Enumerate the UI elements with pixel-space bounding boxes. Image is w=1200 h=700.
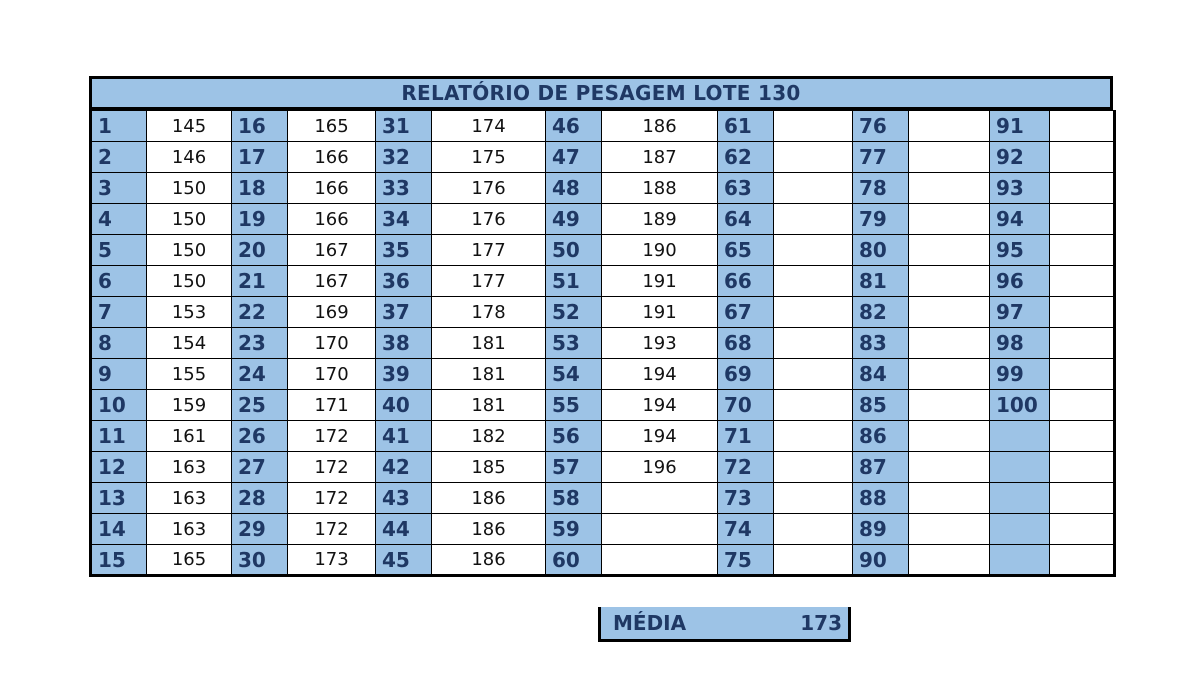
table-row [91, 111, 1115, 142]
average-box [598, 607, 851, 642]
weight-cell: 175 [432, 142, 546, 173]
animal-number-cell: 91 [990, 111, 1050, 142]
animal-number-cell: 46 [546, 111, 602, 142]
weight-cell [1050, 204, 1115, 235]
animal-number-cell: 65 [718, 235, 774, 266]
weight-cell: 190 [602, 235, 718, 266]
animal-number-cell: 47 [546, 142, 602, 173]
weight-cell [602, 545, 718, 576]
animal-number-cell: 73 [718, 483, 774, 514]
animal-number-cell: 35 [376, 235, 432, 266]
animal-number-cell: 28 [232, 483, 288, 514]
weight-cell: 194 [602, 359, 718, 390]
weight-cell: 166 [288, 204, 376, 235]
animal-number-cell: 48 [546, 173, 602, 204]
weight-cell: 155 [147, 359, 232, 390]
animal-number-cell: 43 [376, 483, 432, 514]
weight-cell: 188 [602, 173, 718, 204]
weight-cell: 150 [147, 204, 232, 235]
weight-cell [1050, 111, 1115, 142]
animal-number-cell: 19 [232, 204, 288, 235]
animal-number-cell: 41 [376, 421, 432, 452]
weight-cell: 172 [288, 452, 376, 483]
animal-number-cell: 42 [376, 452, 432, 483]
weight-cell: 193 [602, 328, 718, 359]
animal-number-cell: 51 [546, 266, 602, 297]
weight-cell: 182 [432, 421, 546, 452]
weight-cell [1050, 266, 1115, 297]
animal-number-cell: 86 [853, 421, 909, 452]
weight-cell [909, 390, 990, 421]
weight-cell: 150 [147, 235, 232, 266]
weight-cell: 186 [432, 483, 546, 514]
animal-number-cell: 78 [853, 173, 909, 204]
animal-number-cell: 63 [718, 173, 774, 204]
weight-cell [1050, 235, 1115, 266]
weight-cell [774, 142, 853, 173]
weight-cell [909, 142, 990, 173]
animal-number-cell: 21 [232, 266, 288, 297]
animal-number-cell: 33 [376, 173, 432, 204]
weight-cell: 185 [432, 452, 546, 483]
animal-number-cell [990, 514, 1050, 545]
animal-number-cell: 17 [232, 142, 288, 173]
animal-number-cell: 4 [91, 204, 147, 235]
weight-cell: 173 [288, 545, 376, 576]
table-row [91, 545, 1115, 576]
weight-cell: 172 [288, 483, 376, 514]
weight-cell [1050, 483, 1115, 514]
animal-number-cell: 84 [853, 359, 909, 390]
animal-number-cell: 8 [91, 328, 147, 359]
animal-number-cell: 69 [718, 359, 774, 390]
weight-cell: 189 [602, 204, 718, 235]
weight-cell: 150 [147, 266, 232, 297]
weight-cell: 163 [147, 483, 232, 514]
weight-cell [1050, 421, 1115, 452]
animal-number-cell: 24 [232, 359, 288, 390]
animal-number-cell [990, 483, 1050, 514]
animal-number-cell [990, 545, 1050, 576]
average-label: MÉDIA [613, 611, 687, 635]
table-row [91, 483, 1115, 514]
weight-cell: 165 [147, 545, 232, 576]
animal-number-cell: 23 [232, 328, 288, 359]
animal-number-cell: 3 [91, 173, 147, 204]
weight-cell: 186 [432, 545, 546, 576]
animal-number-cell [990, 421, 1050, 452]
weight-cell [1050, 328, 1115, 359]
weight-cell [909, 173, 990, 204]
weight-cell: 169 [288, 297, 376, 328]
animal-number-cell: 99 [990, 359, 1050, 390]
weight-cell [909, 421, 990, 452]
animal-number-cell: 1 [91, 111, 147, 142]
animal-number-cell: 61 [718, 111, 774, 142]
animal-number-cell: 71 [718, 421, 774, 452]
animal-number-cell: 56 [546, 421, 602, 452]
animal-number-cell: 10 [91, 390, 147, 421]
animal-number-cell: 92 [990, 142, 1050, 173]
table-row [91, 390, 1115, 421]
animal-number-cell: 25 [232, 390, 288, 421]
weight-cell: 186 [432, 514, 546, 545]
animal-number-cell: 36 [376, 266, 432, 297]
animal-number-cell: 59 [546, 514, 602, 545]
animal-number-cell: 89 [853, 514, 909, 545]
weight-cell: 153 [147, 297, 232, 328]
animal-number-cell: 79 [853, 204, 909, 235]
animal-number-cell: 94 [990, 204, 1050, 235]
table-row [91, 173, 1115, 204]
animal-number-cell: 75 [718, 545, 774, 576]
average-value: 173 [800, 611, 842, 635]
weight-cell [774, 452, 853, 483]
weight-cell: 170 [288, 359, 376, 390]
weight-cell: 194 [602, 421, 718, 452]
weight-cell [1050, 359, 1115, 390]
animal-number-cell: 70 [718, 390, 774, 421]
weight-cell [1050, 142, 1115, 173]
weighing-report [89, 76, 1113, 577]
weight-cell: 154 [147, 328, 232, 359]
table-row [91, 235, 1115, 266]
table-row [91, 142, 1115, 173]
weight-cell: 166 [288, 173, 376, 204]
animal-number-cell: 27 [232, 452, 288, 483]
weight-cell [774, 204, 853, 235]
weight-cell: 172 [288, 421, 376, 452]
animal-number-cell: 72 [718, 452, 774, 483]
animal-number-cell: 76 [853, 111, 909, 142]
animal-number-cell: 57 [546, 452, 602, 483]
weight-cell [909, 266, 990, 297]
weight-cell [1050, 545, 1115, 576]
weight-cell [774, 359, 853, 390]
weight-cell: 167 [288, 266, 376, 297]
weight-cell: 176 [432, 173, 546, 204]
animal-number-cell: 18 [232, 173, 288, 204]
animal-number-cell: 37 [376, 297, 432, 328]
animal-number-cell: 87 [853, 452, 909, 483]
weight-cell [602, 514, 718, 545]
weight-cell: 172 [288, 514, 376, 545]
weight-cell: 194 [602, 390, 718, 421]
weight-cell: 177 [432, 266, 546, 297]
animal-number-cell: 53 [546, 328, 602, 359]
weight-cell [1050, 452, 1115, 483]
animal-number-cell: 22 [232, 297, 288, 328]
animal-number-cell: 20 [232, 235, 288, 266]
animal-number-cell: 74 [718, 514, 774, 545]
weight-cell [774, 421, 853, 452]
animal-number-cell: 11 [91, 421, 147, 452]
weight-cell [774, 235, 853, 266]
animal-number-cell: 14 [91, 514, 147, 545]
weight-cell [909, 328, 990, 359]
animal-number-cell: 77 [853, 142, 909, 173]
animal-number-cell: 60 [546, 545, 602, 576]
weight-cell [909, 483, 990, 514]
animal-number-cell: 15 [91, 545, 147, 576]
weight-cell: 145 [147, 111, 232, 142]
animal-number-cell: 95 [990, 235, 1050, 266]
animal-number-cell: 55 [546, 390, 602, 421]
weight-cell [774, 390, 853, 421]
weight-cell: 163 [147, 452, 232, 483]
animal-number-cell: 16 [232, 111, 288, 142]
animal-number-cell: 66 [718, 266, 774, 297]
weight-cell [774, 483, 853, 514]
animal-number-cell: 5 [91, 235, 147, 266]
weight-cell: 187 [602, 142, 718, 173]
animal-number-cell: 52 [546, 297, 602, 328]
animal-number-cell: 31 [376, 111, 432, 142]
animal-number-cell: 58 [546, 483, 602, 514]
animal-number-cell: 97 [990, 297, 1050, 328]
animal-number-cell: 62 [718, 142, 774, 173]
weight-cell [1050, 514, 1115, 545]
animal-number-cell: 32 [376, 142, 432, 173]
table-row [91, 266, 1115, 297]
weight-cell [909, 514, 990, 545]
weight-cell [774, 328, 853, 359]
weight-cell: 178 [432, 297, 546, 328]
table-row [91, 328, 1115, 359]
animal-number-cell: 93 [990, 173, 1050, 204]
weight-cell [774, 266, 853, 297]
weight-cell: 181 [432, 390, 546, 421]
weight-cell: 191 [602, 266, 718, 297]
animal-number-cell: 2 [91, 142, 147, 173]
animal-number-cell: 64 [718, 204, 774, 235]
animal-number-cell: 83 [853, 328, 909, 359]
animal-number-cell: 100 [990, 390, 1050, 421]
weight-cell [774, 111, 853, 142]
table-row [91, 297, 1115, 328]
animal-number-cell: 88 [853, 483, 909, 514]
animal-number-cell: 9 [91, 359, 147, 390]
weights-table [89, 110, 1116, 577]
animal-number-cell: 82 [853, 297, 909, 328]
weight-cell [909, 111, 990, 142]
animal-number-cell: 30 [232, 545, 288, 576]
weight-cell [774, 173, 853, 204]
weight-cell [602, 483, 718, 514]
animal-number-cell: 40 [376, 390, 432, 421]
weight-cell: 186 [602, 111, 718, 142]
weight-cell: 165 [288, 111, 376, 142]
animal-number-cell [990, 452, 1050, 483]
animal-number-cell: 90 [853, 545, 909, 576]
animal-number-cell: 54 [546, 359, 602, 390]
weight-cell [1050, 297, 1115, 328]
weight-cell: 196 [602, 452, 718, 483]
weight-cell: 181 [432, 328, 546, 359]
animal-number-cell: 12 [91, 452, 147, 483]
weight-cell [1050, 390, 1115, 421]
weight-cell: 170 [288, 328, 376, 359]
weight-cell [774, 297, 853, 328]
weight-cell: 174 [432, 111, 546, 142]
animal-number-cell: 67 [718, 297, 774, 328]
weight-cell: 181 [432, 359, 546, 390]
animal-number-cell: 26 [232, 421, 288, 452]
weight-cell: 146 [147, 142, 232, 173]
weight-cell: 159 [147, 390, 232, 421]
weight-cell [909, 452, 990, 483]
weight-cell: 177 [432, 235, 546, 266]
weight-cell [1050, 173, 1115, 204]
animal-number-cell: 49 [546, 204, 602, 235]
weight-cell: 150 [147, 173, 232, 204]
animal-number-cell: 44 [376, 514, 432, 545]
weight-cell [909, 297, 990, 328]
table-row [91, 452, 1115, 483]
table-row [91, 359, 1115, 390]
animal-number-cell: 29 [232, 514, 288, 545]
animal-number-cell: 38 [376, 328, 432, 359]
weight-cell [774, 514, 853, 545]
animal-number-cell: 96 [990, 266, 1050, 297]
table-row [91, 204, 1115, 235]
animal-number-cell: 13 [91, 483, 147, 514]
weight-cell [909, 545, 990, 576]
weight-cell [774, 545, 853, 576]
animal-number-cell: 7 [91, 297, 147, 328]
table-row [91, 421, 1115, 452]
weight-cell [909, 204, 990, 235]
weight-cell [909, 359, 990, 390]
animal-number-cell: 98 [990, 328, 1050, 359]
weight-cell: 176 [432, 204, 546, 235]
weight-cell: 191 [602, 297, 718, 328]
animal-number-cell: 68 [718, 328, 774, 359]
animal-number-cell: 34 [376, 204, 432, 235]
animal-number-cell: 6 [91, 266, 147, 297]
weight-cell: 161 [147, 421, 232, 452]
animal-number-cell: 50 [546, 235, 602, 266]
animal-number-cell: 39 [376, 359, 432, 390]
animal-number-cell: 85 [853, 390, 909, 421]
weight-cell: 171 [288, 390, 376, 421]
animal-number-cell: 45 [376, 545, 432, 576]
weight-cell: 167 [288, 235, 376, 266]
animal-number-cell: 81 [853, 266, 909, 297]
table-row [91, 514, 1115, 545]
weight-cell: 166 [288, 142, 376, 173]
weight-cell: 163 [147, 514, 232, 545]
weight-cell [909, 235, 990, 266]
animal-number-cell: 80 [853, 235, 909, 266]
report-title: RELATÓRIO DE PESAGEM LOTE 130 [89, 76, 1113, 110]
